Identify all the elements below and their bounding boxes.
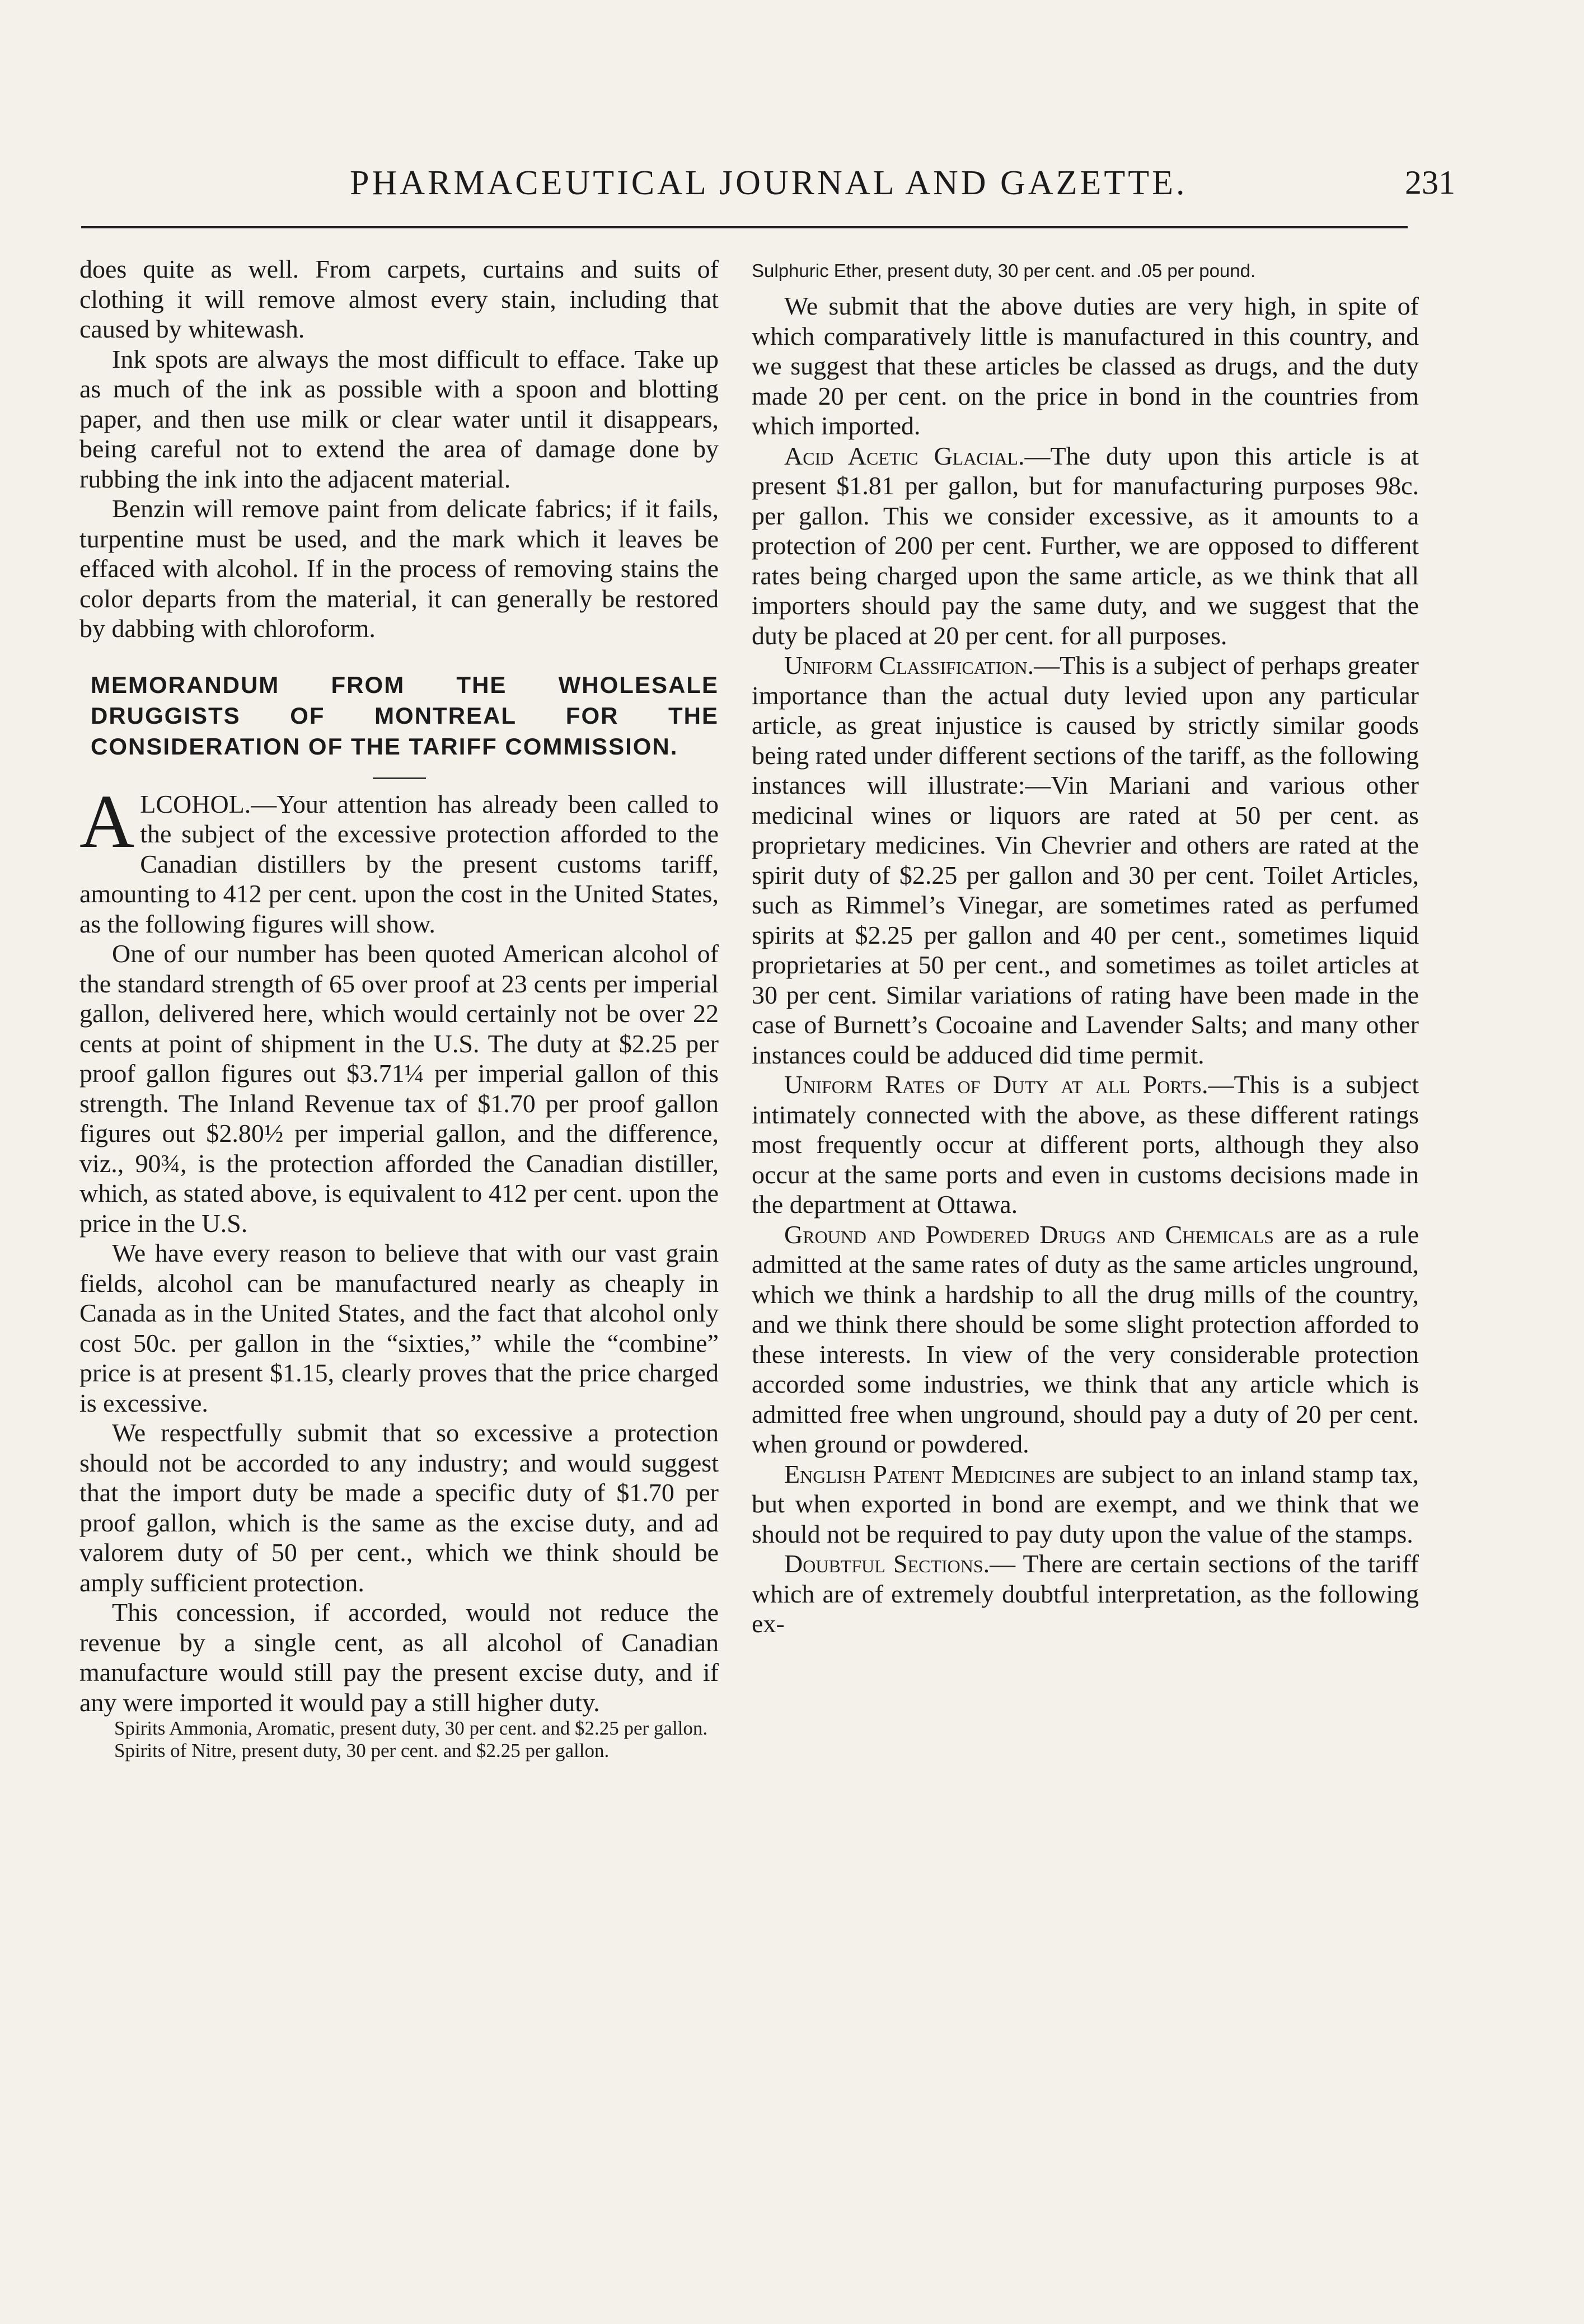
title-divider — [373, 777, 426, 779]
excessive-protection-paragraph: We respectfully submit that so excessive a protection should not be accorded to any industry; and would suggest that the import duty be made a specific duty of $1.70 per proof gallon, which is the same as the excise duty, and ad valorem duty of 50 per cent., which we think should be amply sufficient protection. — [79, 1418, 719, 1597]
duties-paragraph: We submit that the above duties are very high, in spite of which comparatively little is manufactured in this country, and we suggest that these articles be classed as drugs, and the duty made 20 per cent. on the price in bond in the countries from which imported. — [752, 292, 1419, 440]
page-number: 231 — [1405, 164, 1455, 201]
ground-drugs-paragraph — [752, 1220, 1419, 1459]
grain-fields-paragraph: We have every reason to believe that with our vast grain fields, alcohol can be manufactured nearly as cheaply in Canada as in the United States, and the fact that alcohol only cost 50c. per gallon in the “sixties,” while the “combine” price is at present $1.15, clearly proves that the price charged is excessive. — [79, 1239, 719, 1417]
uniform-rates-text: —This is a subject intimately connected with the above, as these different ratings most frequently occur at different ports, although they also occur at the same ports and even in customs decisions made in the department at Ottawa. — [752, 1070, 1419, 1219]
uniform-classification-paragraph — [752, 650, 1419, 1070]
acid-acetic-heading: Acid Acetic Glacial. — [784, 441, 1025, 470]
uniform-rates-paragraph — [752, 1070, 1419, 1220]
english-patent-text: are subject to an inland stamp tax, but when exported in bond are exempt, and we think that we should not be required to pay duty upon the value of the stamps. — [752, 1459, 1419, 1548]
header-rule — [81, 226, 1408, 228]
ground-drugs-text: are as a rule admitted at the same rates of duty as the same articles unground, which we think a hardship to all the drug mills of the country, and we think there should be some slight protection afforded to these interests. In view of the very considerable protection accorded some industries, we think that any article which is admitted free when unground, should pay a duty of 20 per cent. when ground or powdered. — [752, 1220, 1419, 1458]
uniform-classification-heading: Uniform Classification. — [784, 651, 1034, 680]
left-column — [79, 254, 719, 1762]
drop-cap: A — [79, 779, 135, 864]
american-alcohol-paragraph: One of our number has been quoted American alcohol of the standard strength of 65 over proof at 23 cents per imperial gallon, delivered here, which would certainly not be over 22 cents at point of shipment in the U.S. The duty at $2.25 per proof gallon figures out $3.71¼ per imperial gallon of this strength. The Inland Revenue tax of $1.70 per proof gallon figures out $2.80½ per imperial gallon, and the difference, viz., 90¾, is the protection afforded the Canadian distiller, which, as stated above, is equivalent to 412 per cent. upon the price in the U.S. — [79, 939, 719, 1238]
concession-paragraph: This concession, if accorded, would not reduce the revenue by a single cent, as all alcohol of Canadian manufacture would still pay the present excise duty, and if any were imported it would pay a still higher duty. — [79, 1598, 719, 1717]
alcohol-paragraph — [79, 779, 719, 939]
ground-drugs-heading: Ground and Powdered Drugs and Chemicals — [784, 1220, 1274, 1249]
english-patent-paragraph — [752, 1459, 1419, 1549]
alcohol-lead: LCOHOL. — [140, 789, 251, 818]
acid-acetic-paragraph — [752, 441, 1419, 651]
alcohol-text: —Your attention has already been called to the subject of the excessive protection afforded to the Canadian distillers by the present customs tariff, amounting to 412 per cent. upon the cost in the United States, as the following figures will show. — [79, 789, 719, 938]
doubtful-sections-text: — There are certain sections of the tariff which are of extremely doubtful interpretation, as the following ex- — [752, 1549, 1419, 1638]
memorandum-title: MEMORANDUM FROM THE WHOLESALE DRUGGISTS OF MONTREAL FOR THE CONSIDERATION OF THE TARIFF COMMISSION. — [91, 671, 719, 760]
uniform-rates-heading: Uniform Rates of Duty at all Ports. — [784, 1070, 1208, 1099]
running-head — [78, 163, 1494, 208]
benzin-paragraph: Benzin will remove paint from delicate fabrics; if it fails, turpentine must be used, and the mark which it leaves be effaced with alcohol. If in the process of removing stains the color departs from the material, it can generally be restored by dabbing with chloroform. — [79, 494, 719, 643]
tariff-note-nitre: Spirits of Nitre, present duty, 30 per cent. and $2.25 per gallon. — [114, 1740, 610, 1761]
ink-spots-paragraph: Ink spots are always the most difficult to efface. Take up as much of the ink as possible with a spoon and blotting paper, and then use milk or clear water until it disappears, being careful not to extend the area of damage done by rubbing the ink into the adjacent material. — [79, 344, 719, 493]
stain-removal-continuation: does quite as well. From carpets, curtains and suits of clothing it will remove almost every stain, including that caused by whitewash. — [79, 255, 719, 343]
doubtful-sections-paragraph — [752, 1549, 1419, 1639]
journal-title: PHARMACEUTICAL JOURNAL AND GAZETTE. — [350, 164, 1188, 202]
tariff-note-ammonia: Spirits Ammonia, Aromatic, present duty, 30 per cent. and $2.25 per gallon. — [114, 1717, 708, 1739]
doubtful-sections-heading: Doubtful Sections. — [784, 1549, 990, 1578]
uniform-classification-text: —This is a subject of perhaps greater importance than the actual duty levied upon any particular article, as great injustice is caused by strictly similar goods being rated under different sections of the tariff, as the following instances will illustrate:—Vin Mariani and various other medicinal wines or liquors are rated at 50 per cent. as proprietary medicines. Vin Chevrier and others are rated at the spirit duty of $2.25 per gallon and 30 per cent. Toilet Articles, such as Rimmel’s Vinegar, are sometimes rated as perfumed spirits at $2.25 per gallon and 40 per cent., sometimes liquid proprietaries at 50 per cent., and sometimes as toilet articles at 30 per cent. Similar variations of rating have been made in the case of Burnett’s Cocoaine and Lavender Salts; and many other instances could be adduced did time permit. — [752, 651, 1419, 1069]
tariff-note-ether: Sulphuric Ether, present duty, 30 per cent. and .05 per pound. — [752, 260, 1256, 281]
acid-acetic-text: —The duty upon this article is at present $1.81 per gallon, but for manufacturing purposes 98c. per gallon. This we consider excessive, as it amounts to a protection of 200 per cent. Further, we are opposed to different rates being charged upon the same article, as we think that all importers should pay the same duty, and we suggest that the duty be placed at 20 per cent. for all purposes. — [752, 441, 1419, 650]
english-patent-heading: English Patent Medicines — [784, 1459, 1056, 1488]
right-column — [752, 254, 1419, 1639]
